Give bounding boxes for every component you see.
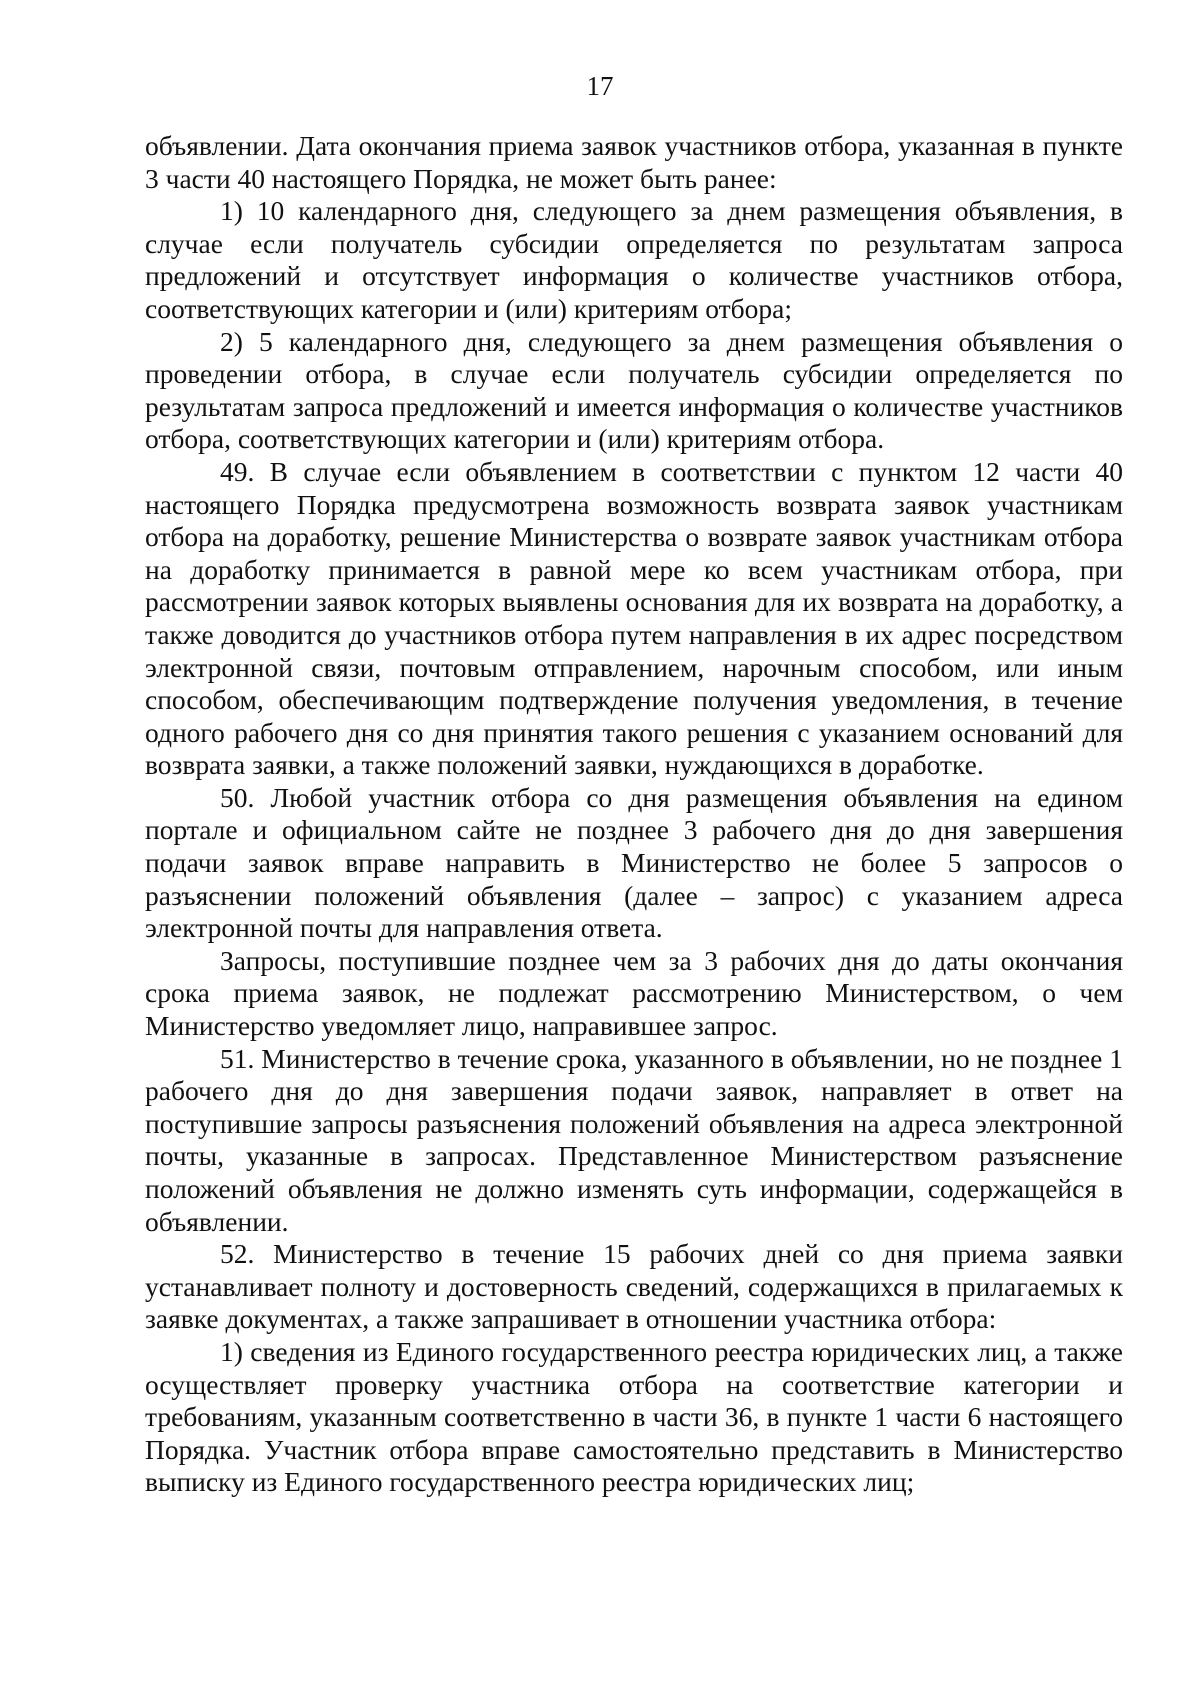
paragraph-50-requests: Запросы, поступившие позднее чем за 3 рабочих дня до даты окончания срока приема заявок, не подлежат рассмотрению Министерством, о чем Министерство уведомляет лицо, направившее запрос.: [145, 944, 1123, 1042]
paragraph-subitem-2: 2) 5 календарного дня, следующего за днем размещения объявления о проведении отбора, в случае если получатель субсидии определяется по результатам запроса предложений и имеется информация о количестве участников отбора, соответствующих категории и (или) критериям отбора.: [145, 325, 1123, 455]
paragraph-52: 52. Министерство в течение 15 рабочих дней со дня приема заявки устанавливает полноту и достоверность сведений, содержащихся в прилагаемых к заявке документах, а также запрашивает в отношении участника отбора:: [145, 1238, 1123, 1335]
paragraph-50: 50. Любой участник отбора со дня размещения объявления на едином портале и официальном сайте не позднее 3 рабочего дня до дня завершения подачи заявок вправе направить в Министерство не более 5 запросов о разъяснении положений объявления (далее – запрос) с указанием адреса электронной почты для направления ответа.: [145, 781, 1123, 944]
page-number: 17: [586, 71, 614, 101]
paragraph-51: 51. Министерство в течение срока, указанного в объявлении, но не позднее 1 рабочего дня до дня завершения подачи заявок, направляет в ответ на поступившие запросы разъяснения положений объявления на адреса электронной почты, указанные в запросах. Представленное Министерством разъяснение положений объявления не должно изменять суть информации, содержащейся в объявлении.: [145, 1042, 1123, 1237]
document-body: [145, 130, 1123, 1499]
paragraph-52-subitem-1: 1) сведения из Единого государственного реестра юридических лиц, а также осуществляет проверку участника отбора на соответствие категории и требованиям, указанным соответственно в части 36, в пункте 1 части 6 настоящего Порядка. Участник отбора вправе самостоятельно представить в Министерство выписку из Единого государственного реестра юридических лиц;: [145, 1335, 1123, 1498]
paragraph-continuation: объявлении. Дата окончания приема заявок участников отбора, указанная в пункте 3 части 40 настоящего Порядка, не может быть ранее:: [145, 130, 1123, 194]
paragraph-49: 49. В случае если объявлением в соответствии с пунктом 12 части 40 настоящего Порядка предусмотрена возможность возврата заявок участникам отбора на доработку, решение Министерства о возврате заявок участникам отбора на доработку принимается в равной мере ко всем участникам отбора, при рассмотрении заявок которых выявлены основания для их возврата на доработку, а также доводится до участников отбора путем направления в их адрес посредством электронной связи, почтовым отправлением, нарочным способом, или иным способом, обеспечивающим подтверждение получения уведомления, в течение одного рабочего дня со дня принятия такого решения с указанием оснований для возврата заявки, а также положений заявки, нуждающихся в доработке.: [145, 455, 1123, 781]
paragraph-subitem-1: 1) 10 календарного дня, следующего за днем размещения объявления, в случае если получатель субсидии определяется по результатам запроса предложений и отсутствует информация о количестве участников отбора, соответствующих категории и (или) критериям отбора;: [145, 195, 1123, 324]
